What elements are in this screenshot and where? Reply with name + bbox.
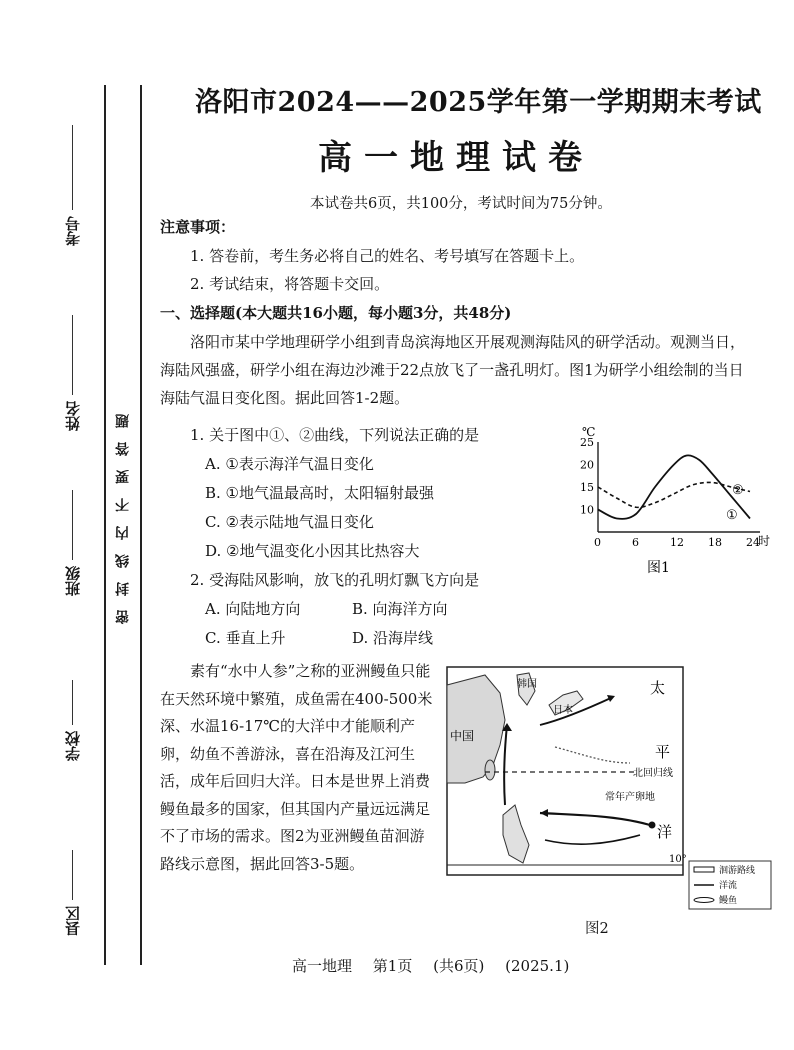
notice-item-1: 1. 答卷前，考生务必将自己的姓名、考号填写在答题卡上。	[190, 247, 585, 265]
exam-title: 洛阳市2024——2025学年第一学期期末考试	[195, 87, 762, 118]
china-label: 中国	[450, 729, 475, 743]
spawning-label: 常年产卵地	[605, 792, 655, 803]
fig1-x-tick-label: 6	[632, 536, 639, 549]
exam-info: 本试卷共6页，共100分，考试时间为75分钟。	[310, 196, 612, 212]
footer-date: (2025.1)	[505, 957, 570, 975]
section-heading: 一、选择题(本大题共16小题，每小题3分，共48分)	[160, 304, 512, 322]
binding-line-right	[140, 85, 142, 965]
fig1-y-tick-label: 20	[580, 458, 594, 472]
passage-2-text: 素有“水中人参”之称的亚洲鳗鱼只能在天然环境中繁殖，成鱼需在400-500米深、水温16-17℃的大洋中才能顺利产卵，幼鱼不善游泳，喜在沿海及江河生活，成年后回归大洋。日本是世界上消费鳗鱼最多的国家，但其国内产量远远满足不了市场的需求。图2为亚洲鳗鱼苗洄游路线示意图，据此回答3-5题。	[160, 662, 433, 873]
q1-option-d[interactable]: D. ②地气温变化小因其比热容大	[205, 542, 420, 560]
legend-current-label: 洋流	[719, 881, 738, 891]
fig1-x-unit: 时	[758, 534, 771, 548]
name-label: 姓名	[64, 401, 82, 431]
county-field[interactable]	[62, 850, 83, 942]
county-label: 县区	[64, 906, 82, 936]
legend-eel-label: 鳗鱼	[719, 896, 738, 906]
figure-2-map	[445, 665, 775, 915]
name-field[interactable]	[62, 315, 83, 437]
ocean-label-3: 洋	[657, 823, 673, 841]
taiwan-island	[485, 760, 495, 780]
page-footer	[292, 955, 585, 976]
fig1-x-tick-label: 18	[708, 536, 722, 549]
legend-route-label: 洄游路线	[719, 866, 756, 876]
notice-heading: 注意事项：	[160, 218, 236, 236]
ocean-label-1: 太	[650, 679, 666, 697]
fig1-x-tick-label: 24	[746, 536, 760, 549]
exam-number-field[interactable]	[62, 125, 83, 252]
notice-item-2: 2. 考试结束，将答题卡交回。	[190, 275, 390, 293]
fig1-y-tick-label: 10	[580, 503, 594, 517]
class-label: 班级	[64, 566, 82, 596]
q2-option-b[interactable]: B. 向海洋方向	[352, 600, 448, 618]
q2-option-c[interactable]: C. 垂直上升	[205, 629, 286, 647]
series-1-label: ①	[726, 508, 738, 523]
latitude-10-label: 10°	[669, 854, 687, 865]
passage-2	[160, 658, 438, 878]
tropic-label: 北回归线	[633, 768, 673, 779]
binding-margin	[0, 0, 150, 1050]
q2-option-d[interactable]: D. 沿海岸线	[352, 629, 434, 647]
school-field[interactable]	[62, 680, 83, 767]
figure-2-caption: 图2	[585, 921, 609, 937]
q1-stem: 1. 关于图中①、②曲线，下列说法正确的是	[190, 426, 480, 444]
paper-title: 高一地理试卷	[318, 138, 594, 178]
japan-label: 日本	[553, 705, 573, 716]
q2-stem: 2. 受海陆风影响，放飞的孔明灯飘飞方向是	[190, 571, 480, 589]
passage-1-line-1: 洛阳市某中学地理研学小组到青岛滨海地区开展观测海陆风的研学活动。观测当日，	[190, 333, 746, 351]
q1-option-b[interactable]: B. ①地气温最高时，太阳辐射最强	[205, 484, 435, 502]
q2-option-a[interactable]: A. 向陆地方向	[205, 600, 301, 618]
q1-option-a[interactable]: A. ①表示海洋气温日变化	[205, 455, 374, 473]
passage-1-line-2: 海陆风强盛，研学小组在海边沙滩于22点放飞了一盏孔明灯。图1为研学小组绘制的当日	[160, 361, 744, 379]
fig1-y-unit: ℃	[582, 425, 596, 439]
series-2-line	[598, 482, 750, 507]
footer-total: (共6页)	[433, 957, 485, 975]
fig1-x-tick-label: 12	[670, 536, 684, 549]
passage-1-line-3: 海陆气温日变化图。据此回答1-2题。	[160, 389, 410, 407]
series-2-label: ②	[732, 483, 744, 498]
seal-text: 密封线内不要答题	[115, 400, 131, 624]
korea-label: 韩国	[517, 679, 537, 690]
footer-subject: 高一地理	[292, 957, 353, 975]
fig1-x-tick-label: 0	[594, 536, 601, 549]
figure-1-chart	[580, 420, 780, 580]
exam-number-label: 考号	[64, 216, 82, 246]
footer-page: 第1页	[372, 957, 413, 975]
class-field[interactable]	[62, 490, 83, 602]
q1-option-c[interactable]: C. ②表示陆地气温日变化	[205, 513, 374, 531]
ocean-label-2: 平	[655, 743, 671, 761]
fig1-y-tick-label: 25	[580, 436, 594, 449]
figure-1-caption: 图1	[647, 560, 670, 576]
school-label: 学校	[64, 731, 82, 761]
passage-1	[160, 328, 770, 412]
fig1-y-tick-label: 15	[580, 481, 594, 494]
binding-line-left	[104, 85, 106, 965]
